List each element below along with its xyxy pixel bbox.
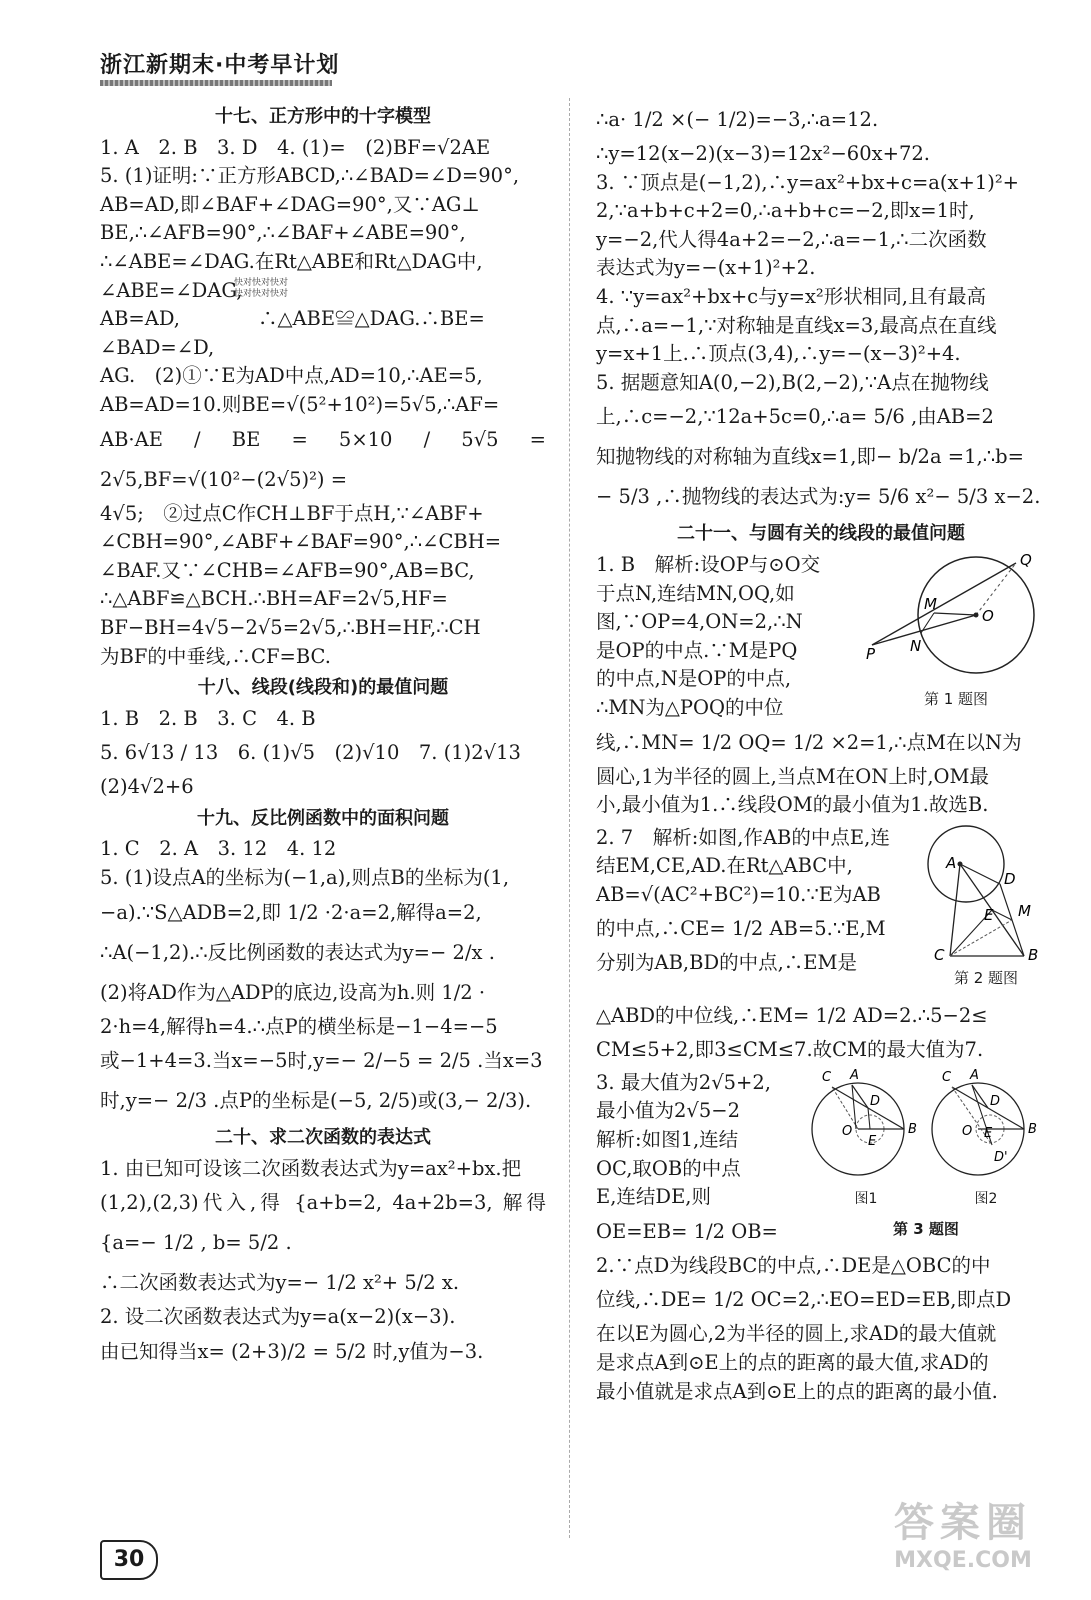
answer-line: AG. (2)①∵E为AD中点,AD=10,∴AE=5, [100, 364, 483, 388]
answer-line: OE=EB= 1/2 OB= [596, 1219, 778, 1243]
answer-line: ∴a· 1/2 ×(− 1/2)=−3,∴a=12. [596, 108, 879, 131]
figure-q2-diagram [926, 822, 1046, 962]
label-a: A [970, 1067, 979, 1083]
answer-line: 2.∵点D为线段BC的中点,∴DE是△OBC的中 [596, 1253, 991, 1277]
figure-q2 [926, 822, 1046, 993]
answer-line: E,连结DE,则 [596, 1185, 712, 1209]
section-21-title: 二十一、与圆有关的线段的最值问题 [677, 523, 965, 545]
answer-line: AB·AE / BE = 5×10 / 5√5 = 2√5,BF=√(10²−(2√5)²) = [100, 427, 546, 491]
right-column [596, 100, 1046, 1406]
answer-line: ∴∠ABE=∠DAG.在Rt△ABE和Rt△DAG中, [100, 249, 483, 273]
answer-line: 于点N,连结MN,OQ,如 [596, 581, 795, 605]
answer-line: 结EM,CE,AD.在Rt△ABC中, [596, 854, 853, 878]
answer-line: 3. 最大值为2√5+2, [596, 1070, 771, 1094]
answer-line: 1. C 2. A 3. 12 4. 12 [100, 837, 337, 861]
answer-line: 5. (1)设点A的坐标为(−1,a),则点B的坐标为(1, [100, 866, 510, 890]
answer-line: 4√5; ②过点C作CH⊥BF于点H,∵∠ABF+ [100, 501, 484, 525]
answer-line: 最小值就是求点A到⊙E上的点的距离的最小值. [596, 1379, 998, 1403]
answer-line: y=−2,代人得4a+2=−2,∴a=−1,∴二次函数 [596, 227, 987, 251]
label-c: C [934, 945, 945, 962]
answer-line: 5. (1)证明:∵正方形ABCD,∴∠BAD=∠D=90°, [100, 164, 520, 188]
answer-line: 点,∴a=−1,∵对称轴是直线x=3,最高点在直线 [596, 313, 997, 337]
left-column [100, 100, 546, 1372]
figure-q3-sub-caption: 图1 [854, 1190, 878, 1207]
answer-line: AB=AD, ∴△ABE≌△DAG.∴BE= [100, 307, 485, 331]
answer-line: 线,∴MN= 1/2 OQ= 1/2 ×2=1,∴点M在以N为 [596, 730, 1022, 754]
answer-line: 的中点,∴CE= 1/2 AB=5.∵E,M [596, 917, 886, 941]
answer-line: y=x+1上.∴顶点(3,4),∴y=−(x−3)²+4. [596, 342, 961, 366]
answer-line: 是求点A到⊙E上的点的距离的最大值,求AD的 [596, 1351, 989, 1375]
label-e: E [984, 1125, 993, 1141]
answer-line: 在以E为圆心,2为半径的圆上,求AD的最大值就 [596, 1322, 997, 1346]
label-e: E [984, 905, 994, 924]
watermark-cn: 答案圈 [894, 1500, 1032, 1546]
answer-line: 由已知得当x= (2+3)/2 = 5/2 时,y值为−3. [100, 1340, 484, 1364]
book-title: 浙江新期末·中考早计划 [100, 53, 340, 78]
answer-line: 圆心,1为半径的圆上,当点M在ON上时,OM最 [596, 764, 989, 788]
answer-line: 图,∵OP=4,ON=2,∴N [596, 610, 803, 634]
answer-line: ∠ABE=∠DAG, [100, 278, 243, 302]
section-19-title: 十九、反比例函数中的面积问题 [197, 807, 449, 829]
label-o: O [842, 1123, 853, 1139]
answer-line: 时,y=− 2/3 .点P的坐标是(−5, 2/5)或(3,− 2/3). [100, 1089, 532, 1113]
answer-line: 3. ∵顶点是(−1,2),∴y=ax²+bx+c=a(x+1)²+ [596, 170, 1020, 194]
answer-line: (2)4√2+6 [100, 775, 194, 799]
answer-line: 知抛物线的对称轴为直线x=1,即− b/2a =1,∴b= [596, 445, 1024, 469]
answer-line: −a).∵S△ADB=2,即 1/2 ·2·a=2,解得a=2, [100, 900, 482, 924]
figure-q1-caption: 第 1 题图 [923, 689, 989, 708]
watermark-en: MXQE.COM [894, 1548, 1032, 1573]
stamp-line-1: 快对快对快对 [234, 278, 289, 288]
answer-line: BE,∴∠AFB=90°,∴∠BAF+∠ABE=90°, [100, 221, 466, 245]
page-number: 30 [100, 1540, 158, 1580]
answer-line: CM≤5+2,即3≤CM≤7.故CM的最大值为7. [596, 1038, 984, 1062]
answer-line: BF−BH=4√5−2√5=2√5,∴BH=HF,∴CH [100, 615, 481, 639]
label-a: A [946, 853, 957, 872]
label-o: O [962, 1123, 973, 1139]
label-q: Q [1020, 552, 1032, 569]
answer-line: ∴二次函数表达式为y=− 1/2 x²+ 5/2 x. [100, 1271, 460, 1295]
answer-line: 1. A 2. B 3. D 4. (1)= (2)BF=√2AE [100, 135, 491, 159]
label-n: N [910, 636, 922, 655]
answer-line: △ABD的中位线,∴EM= 1/2 AD=2.∴5−2≤ [596, 1004, 988, 1028]
section-18-title: 十八、线段(线段和)的最值问题 [197, 677, 449, 699]
label-b: B [1028, 945, 1039, 962]
answer-line: ∴MN为△POQ的中位 [596, 695, 784, 719]
section-20-title: 二十、求二次函数的表达式 [215, 1127, 431, 1149]
figure-q3-diagram [806, 1067, 1046, 1185]
answer-line: 2. 设二次函数表达式为y=a(x−2)(x−3). [100, 1305, 456, 1329]
answer-line: 1. B 解析:设OP与⊙O交 [596, 552, 821, 576]
answer-line: 为BF的中垂线,∴CF=BC. [100, 644, 331, 668]
label-c: C [942, 1069, 952, 1085]
answer-line: ∠BAD=∠D, [100, 335, 215, 359]
label-m: M [924, 594, 937, 613]
label-p: P [866, 644, 876, 663]
section-17-title: 十七、正方形中的十字模型 [215, 106, 431, 127]
answer-line: 或−1+4=3.当x=−5时,y=− 2/−5 = 2/5 .当x=3 [100, 1049, 543, 1073]
answer-line: − 5/3 ,∴抛物线的表达式为:y= 5/6 x²− 5/3 x−2. [596, 485, 1041, 509]
answer-line: ∴A(−1,2).∴反比例函数的表达式为y=− 2/x . [100, 940, 495, 964]
figure-q1 [866, 553, 1046, 714]
answer-line: 5. 据题意知A(0,−2),B(2,−2),∵A点在抛物线 [596, 370, 989, 394]
answer-line: ∴△ABF≌△BCH.∴BH=AF=2√5,HF= [100, 587, 448, 611]
answer-line: 4. ∵y=ax²+bx+c与y=x²形状相同,且有最高 [596, 284, 986, 308]
figure-q1-diagram [866, 553, 1046, 683]
answer-line: 是OP的中点.∵M是PQ [596, 638, 798, 662]
column-divider [569, 98, 570, 1538]
answer-line: 位线,∴DE= 1/2 OC=2,∴EO=ED=EB,即点D [596, 1288, 1012, 1312]
answer-line: 解析:如图1,连结 [596, 1128, 739, 1152]
label-d: D [1004, 869, 1016, 888]
answer-line: 2·h=4,解得h=4.∴点P的横坐标是−1−4=−5 [100, 1014, 498, 1038]
answer-line: 2. 7 解析:如图,作AB的中点E,连 [596, 825, 890, 849]
answer-line: 1. 由已知可设该二次函数表达式为y=ax²+bx.把 [100, 1156, 522, 1180]
answer-line: 小,最小值为1.∴线段OM的最小值为1.故选B. [596, 793, 989, 817]
answer-line: OC,取OB的中点 [596, 1156, 741, 1180]
label-c: C [822, 1069, 832, 1085]
answer-line: 的中点,N是OP的中点, [596, 667, 792, 691]
label-d: D [990, 1093, 1001, 1109]
figure-q3-sub-caption: 图2 [974, 1190, 998, 1207]
label-o: O [982, 606, 994, 625]
answer-line: ∴y=12(x−2)(x−3)=12x²−60x+72. [596, 142, 930, 165]
answer-line: (2)将AD作为△ADP的底边,设高为h.则 1/2 · [100, 980, 486, 1004]
answer-line: 上,∴c=−2,∵12a+5c=0,∴a= 5/6 ,由AB=2 [596, 405, 994, 429]
stamp-line-2: 快对快对快对 [234, 289, 289, 299]
answer-line: AB=√(AC²+BC²)=10.∵E为AB [596, 882, 881, 906]
label-m: M [1018, 901, 1031, 920]
answer-line: (1,2),(2,3)代入,得 {a+b=2, 4a+2b=3, 解得 {a=− 1/2 , b= 5/2 . [100, 1191, 546, 1255]
answer-line: 5. 6√13 / 13 6. (1)√5 (2)√10 7. (1)2√13 [100, 741, 521, 765]
answer-line: AB=AD=10.则BE=√(5²+10²)=5√5,∴AF= [100, 392, 500, 416]
answer-line: 表达式为y=−(x+1)²+2. [596, 256, 816, 280]
label-d: D [870, 1093, 881, 1109]
header-rule [100, 80, 332, 86]
label-b: B [1028, 1121, 1037, 1137]
figure-q3-caption: 第 3 题图 [893, 1220, 959, 1239]
label-d-prime: D' [994, 1149, 1008, 1165]
figure-q3 [806, 1067, 1046, 1244]
answer-line: 1. B 2. B 3. C 4. B [100, 706, 316, 730]
answer-line: AB=AD,即∠BAF+∠DAG=90°,又∵AG⊥ [100, 192, 480, 216]
answer-line: 2,∵a+b+c+2=0,∴a+b+c=−2,即x=1时, [596, 199, 975, 223]
label-b: B [908, 1121, 917, 1137]
figure-q2-caption: 第 2 题图 [953, 968, 1019, 987]
answer-line: ∠CBH=90°,∠ABF+∠BAF=90°,∴∠CBH= [100, 530, 502, 554]
label-e: E [868, 1133, 877, 1149]
site-watermark [868, 1500, 1058, 1584]
answer-line: 最小值为2√5−2 [596, 1099, 740, 1123]
answer-line: 分别为AB,BD的中点,∴EM是 [596, 951, 857, 975]
label-a: A [850, 1067, 859, 1083]
answer-line: ∠BAF.又∵∠CHB=∠AFB=90°,AB=BC, [100, 558, 475, 582]
